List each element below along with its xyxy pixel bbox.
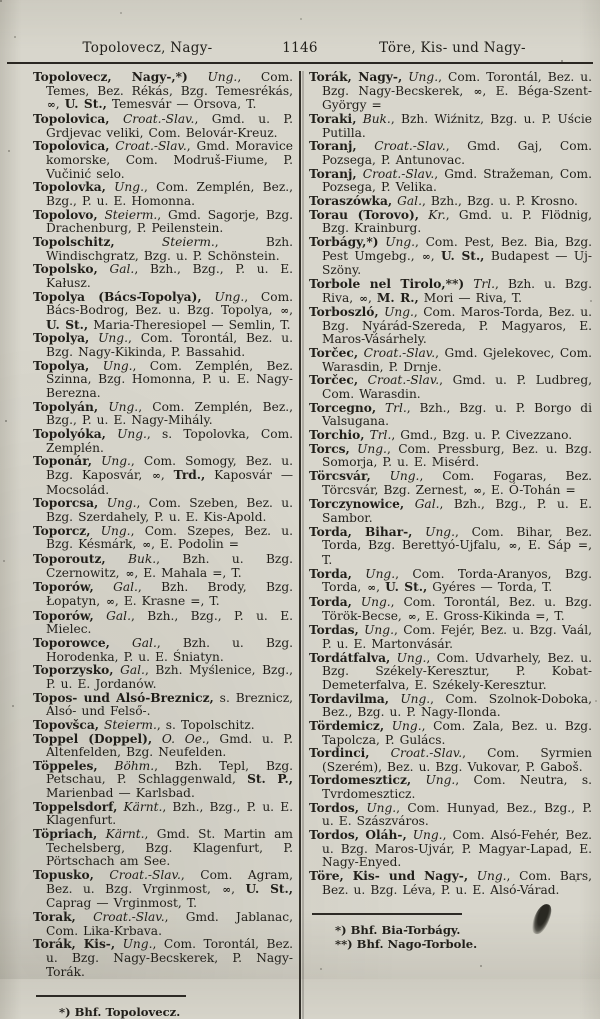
entry-headword: Torák, Nagy-, — [309, 70, 403, 84]
entry-region: Ung. — [384, 718, 422, 733]
entry-region: Ung. — [389, 691, 431, 706]
gazetteer-entry — [309, 470, 592, 498]
entry-text: , — [231, 881, 246, 896]
entry-headword: Töre, Kis- und Nagy-, — [309, 869, 469, 884]
entry-text: Budapest — Uj-Szöny. — [322, 248, 592, 278]
entry-headword: Torda, — [309, 566, 352, 581]
gazetteer-entry — [33, 455, 293, 497]
entry-text: , Bzh., Bzg. u. P. Krosno. — [421, 193, 578, 208]
entry-text: , Gmd. Gaj, Com. Pozsega, P. Antunovac. — [322, 139, 592, 167]
gazetteer-entry — [33, 332, 293, 359]
gazetteer-entry — [33, 497, 293, 524]
entry-text: , Bzh., Bzg. u. P. Borgo di Valsugana. — [322, 400, 592, 429]
entry-headword: Topolovecz, Nagy-,*) — [33, 70, 188, 84]
entry-region: Croat.-Slav. — [93, 868, 181, 883]
entry-text: , Com. Alsó-Fehér, Bez. u. Bzg. Maros-Ujvár, P. Magyar-Lapad, E. Nagy-Enyed. — [322, 828, 592, 870]
entry-headword: Topolya (Bács-Topolya), — [33, 289, 202, 304]
entry-text: , Gmd. Stražeman, Com. Pozsega, P. Velika. — [322, 166, 592, 195]
entry-text: , Com. Torontál, Bez. u. Bzg. Nagy-Becskerek, P. Nagy-Torák. — [46, 937, 293, 979]
gazetteer-entry — [309, 693, 592, 720]
entry-text: , Bzh. Tepl, Bzg. Petschau, P. Schlaggenwald, — [46, 758, 293, 787]
entry-region: Croat.-Slav. — [75, 910, 165, 925]
entry-region: Croat.-Slav. — [356, 166, 435, 181]
entry-text: , Bzh. Brody, Bzg. Łopatyn, — [46, 580, 293, 608]
entry-region: Gal. — [93, 608, 131, 623]
entry-region: Ung. — [349, 441, 387, 456]
gazetteer-entry — [309, 195, 592, 209]
gazetteer-entry — [309, 802, 592, 829]
entry-region: Ung. — [358, 623, 394, 638]
entry-region: Steierm. — [97, 207, 158, 222]
entry-headword: Torau (Torovo), — [309, 207, 419, 222]
post-horn-icon: ∞ — [508, 540, 517, 553]
text-columns — [0, 67, 600, 1019]
entry-headword: Torak, — [33, 910, 76, 925]
gazetteer-entry — [309, 720, 592, 747]
entry-headword: Topolovka, — [33, 180, 106, 195]
gazetteer-entry — [309, 747, 592, 774]
gazetteer-entry — [309, 596, 592, 624]
header-rule — [7, 62, 593, 64]
gazetteer-entry — [33, 71, 293, 113]
entry-headword: Tördemicz, — [309, 718, 385, 733]
entry-text: , Com. Szolnok-Doboka, Bez., Bzg. u. P. Nagy-Ilonda. — [322, 691, 593, 720]
gazetteer-entry — [33, 664, 293, 691]
gazetteer-entry — [33, 911, 293, 938]
gazetteer-entry — [309, 774, 592, 801]
entry-region: Gal. — [109, 635, 157, 650]
entry-text: Kaposvár — Mocsolád. — [46, 468, 294, 497]
entry-region: Gal. — [93, 580, 138, 595]
entry-text: , — [430, 248, 441, 263]
entry-region: Kärnt. — [97, 827, 145, 842]
gazetteer-entry — [309, 402, 592, 429]
entry-headword: Torboszló, — [309, 305, 379, 320]
entry-region: Ung. — [90, 523, 131, 538]
entry-text: , Gmd. Jablanac, Com. Lika-Krbava. — [46, 910, 293, 938]
entry-region: Trl. — [376, 400, 407, 415]
entry-text: Mori — Riva, T. — [418, 290, 523, 305]
entry-region: Ung. — [351, 594, 391, 609]
footnote-rule — [36, 995, 186, 997]
entry-headword: Töppeles, — [33, 758, 98, 773]
entry-region: Gal. — [97, 262, 135, 277]
entry-headword: Tordos, Oláh-, — [309, 828, 407, 843]
entry-headword: Toranj, — [309, 139, 357, 154]
running-head — [0, 0, 600, 61]
entry-region: O. Oe. — [152, 731, 206, 746]
post-horn-icon: ∞ — [421, 250, 430, 263]
gazetteer-entry — [309, 624, 592, 651]
gazetteer-entry — [309, 209, 592, 236]
post-horn-icon: ∞ — [407, 610, 416, 623]
post-horn-icon: ∞ — [473, 85, 482, 98]
entry-region: Ung. — [390, 650, 427, 665]
entry-text: , Bzh. u. Bzg. Czernowitz, — [46, 551, 293, 580]
post-horn-icon: ∞ — [473, 484, 482, 497]
post-horn-icon: ∞ — [359, 292, 367, 305]
entry-text: , Bzh. Myślenice, Bzg., P. u. E. Jordanów. — [46, 663, 293, 691]
gazetteer-entry — [309, 140, 592, 167]
entry-region: Ung. — [378, 234, 415, 249]
entry-region: Croat.-Slav. — [109, 139, 187, 154]
gazetteer-entry — [33, 401, 293, 428]
entry-headword: Torčec, — [309, 346, 359, 361]
entry-region: Croat.-Slav. — [356, 139, 446, 154]
entry-text: , — [289, 303, 293, 318]
gazetteer-entry — [309, 374, 592, 401]
entry-headword: Toraszówka, — [309, 193, 393, 208]
post-horn-icon: ∞ — [152, 470, 160, 483]
entry-region: Ung. — [105, 180, 144, 195]
entry-text: , Bzh. u. Bzg. Horodenka, P. u. E. Śniatyn. — [46, 635, 293, 664]
entry-headword: Toporowce, — [33, 635, 110, 650]
footnote: **) Bhf. Nago-Torbole. — [335, 937, 478, 952]
entry-region: Gal. — [392, 193, 422, 208]
entry-region: Kr. — [418, 207, 446, 222]
entry-headword: Toporcz, — [33, 523, 91, 538]
footnote: *) Bhf. Topolovecz. — [59, 1004, 181, 1019]
gazetteer-entry — [33, 692, 293, 719]
gazetteer-entry — [309, 870, 592, 897]
entry-headword: Topolyán, — [33, 399, 99, 414]
gazetteer-entry — [33, 263, 293, 290]
gazetteer-entry — [309, 347, 592, 374]
entry-text: , Bzh., Bzg., P. u. E. Mielec. — [46, 608, 293, 637]
entry-region: Buk. — [105, 551, 157, 566]
entry-text: , Com. Zemplén, Bez., Bzg., P. u. E. Nagy-Mihály. — [46, 399, 293, 428]
gazetteer-entry — [309, 829, 592, 870]
page-number: 1146 — [282, 40, 318, 56]
entry-text: s. Breznicz, Alsó- und Felső-. — [46, 690, 294, 719]
running-head-right: Töre, Kis- und Nagy- — [379, 40, 526, 56]
gazetteer-entry — [33, 113, 293, 140]
entry-headword: Torbágy,*) — [309, 234, 379, 249]
entry-headword: Toraki, — [309, 111, 357, 126]
entry-region: Buk. — [356, 111, 391, 126]
entry-headword: Toppel (Doppel), — [33, 731, 153, 746]
entry-region: Ung. — [89, 358, 133, 373]
post-horn-icon: ∞ — [47, 99, 55, 112]
gazetteer-entry — [33, 181, 293, 208]
gazetteer-entry — [309, 71, 592, 113]
entry-headword: Topolsko, — [33, 262, 98, 277]
gazetteer-entry — [33, 291, 293, 333]
entry-region: Ung. — [91, 454, 131, 469]
entry-headword: Tordomeszticz, — [309, 773, 412, 788]
entry-headword: Torák, Kis-, — [33, 937, 116, 952]
entry-headword: Topolyóka, — [33, 427, 106, 442]
entry-headword: Toppelsdorf, — [33, 799, 118, 814]
entry-text: , Bzh., Bzg., P. u. E. Klagenfurt. — [46, 799, 293, 828]
entry-text: , — [367, 290, 377, 305]
entry-text: , Bzh., Bzg., P. u. E. Sambor. — [322, 497, 592, 525]
entry-headword: Töpriach, — [33, 827, 98, 842]
entry-text: , Com. Maros-Torda, Bez. u. Bzg. Nyárád-Szereda, P. Magyaros, E. Maros-Vásárhely. — [322, 305, 592, 347]
entry-text: , — [55, 97, 65, 112]
entry-text: , E. Podolin = — [151, 537, 240, 552]
entry-headword: Topolovica, — [33, 139, 110, 154]
entry-text: , — [160, 468, 174, 483]
entry-headword: Toponár, — [33, 454, 92, 469]
gazetteer-entry — [309, 568, 592, 596]
entry-headword: Topos- und Alsó-Breznicz, — [33, 690, 214, 705]
gazetteer-entry — [33, 581, 293, 609]
entry-text: Temesvár — Orsova, T. — [106, 97, 257, 112]
entry-text: U. St., — [64, 97, 107, 112]
entry-text: , E. Sáp =, T. — [322, 538, 593, 567]
entry-headword: Topolya, — [33, 331, 90, 346]
entry-region: Ung. — [351, 566, 396, 581]
entry-text: Gyéres — Torda, T. — [427, 580, 553, 595]
entry-text: , Com. Zemplén, Bez. Szinna, Bzg. Homonna, P. u. E. Nagy-Berezna. — [46, 358, 294, 401]
entry-region: Croat.-Slav. — [109, 111, 195, 126]
gazetteer-entry — [309, 443, 592, 470]
entry-headword: Tordátfalva, — [309, 650, 391, 665]
entry-headword: Toporów, — [33, 580, 94, 595]
entry-region: Ung. — [358, 800, 397, 815]
running-head-left: Topolovecz, Nagy- — [82, 40, 213, 56]
entry-text: , Com. Bihar, Bez. Torda, Bzg. Berettyó-Ujfalu, — [322, 524, 593, 553]
entry-text: , Com. Temes, Bez. Rékás, Bzg. Temesrékás, — [46, 70, 293, 98]
entry-text: , Com. Szeben, Bez. u. Bzg. Szerdahely, P. u. E. Kis-Apold. — [46, 496, 293, 524]
gazetteer-entry — [33, 801, 293, 828]
entry-text: , E. Béga-Szent-György = — [322, 83, 592, 113]
entry-text: , E. Gross-Kikinda =, T. — [416, 608, 565, 623]
entry-text: Trd., — [173, 468, 206, 483]
gazetteer-entry — [33, 938, 293, 979]
entry-text: , Gmd., Bzg. u. P. Civezzano. — [391, 428, 573, 443]
gazetteer-entry — [309, 498, 592, 525]
gazetteer-entry — [309, 306, 592, 347]
entry-text: , Com. Hunyad, Bez., Bzg., P. u. E. Szászváros. — [322, 800, 592, 829]
entry-text: , s. Topolschitz. — [156, 717, 255, 732]
entry-text: , Com. Zala, Bez. u. Bzg. Tapolcza, P. Gulács. — [322, 718, 592, 747]
column-right — [302, 71, 594, 1019]
entry-text: , — [376, 580, 386, 595]
entry-text: Maria-Theresiopel — Semlin, T. — [88, 317, 291, 332]
gazetteer-entry — [309, 113, 592, 140]
entry-region: Ung. — [412, 524, 455, 539]
gazetteer-entry — [33, 719, 293, 733]
entry-text: , Com. Neutra, s. Tvrdomeszticz. — [322, 773, 592, 802]
entry-region: Trl. — [464, 276, 495, 291]
entry-region: Ung. — [89, 331, 128, 346]
scan-speckles — [0, 0, 2, 2]
entry-text: U. St., — [46, 317, 89, 332]
entry-region: Ung. — [370, 469, 420, 484]
entry-region: Ung. — [468, 869, 507, 884]
footnote-rule — [312, 913, 462, 915]
entry-text: , Gmd. u. P. Grdjevac veliki, Com. Belovár-Kreuz. — [46, 111, 294, 140]
entry-text: Caprag — Vrginmost, T. — [46, 896, 198, 911]
post-horn-icon: ∞ — [222, 883, 231, 896]
entry-text: , Com. Somogy, Bez. u. Bzg. Kaposvár, — [46, 454, 293, 483]
gazetteer-entry — [33, 428, 293, 455]
entry-text: , Com. Udvarhely, Bez. u. Bzg. Székely-Keresztur, P. Kobat-Demeterfalva, E. Székely-Keresztur. — [322, 650, 592, 692]
gazetteer-entry — [33, 610, 293, 637]
entry-headword: Tordos, — [309, 800, 359, 815]
entry-text: , Com. Pressburg, Bez. u. Bzg. Somorja, P. u. E. Misérd. — [322, 441, 592, 470]
entry-text: , Gmd. u. P. Altenfelden, Bzg. Neufelden. — [46, 731, 293, 760]
entry-text: , Bzh. u. Bzg. Riva, — [322, 276, 592, 305]
entry-text: , Gmd. Sagorje, Bzg. Drachenburg, P. Peilenstein. — [46, 207, 293, 236]
post-horn-icon: ∞ — [125, 567, 134, 580]
entry-region: Trl. — [364, 428, 392, 443]
entry-text: , Com. Szepes, Bez. u. Bzg. Késmárk, — [46, 523, 294, 552]
entry-region: Ung. — [187, 70, 238, 84]
gazetteer-entry — [33, 828, 293, 869]
entry-text: , Com. Syrmien (Szerém), Bez. u. Bzg. Vukovar, P. Gaboš. — [322, 746, 592, 774]
gazetteer-entry — [309, 429, 592, 443]
entry-headword: Torda, Bihar-, — [309, 524, 413, 539]
entry-text: , Gmd. St. Martin am Techelsberg, Bzg. Klagenfurt, P. Pörtschach am See. — [46, 827, 293, 869]
entry-headword: Torchio, — [309, 428, 365, 443]
gazetteer-entry — [33, 733, 293, 760]
gazetteer-entry — [33, 869, 293, 911]
entry-headword: Torbole nel Tirolo,**) — [309, 276, 465, 291]
entry-text: , Com. Torda-Aranyos, Bzg. Torda, — [322, 566, 592, 595]
entry-text: U. St., — [385, 580, 428, 595]
entry-headword: Torcs, — [309, 441, 350, 456]
entry-region: Steierm. — [114, 234, 215, 249]
entry-headword: Törcsvár, — [309, 469, 371, 484]
entry-region: Ung. — [98, 496, 137, 511]
column-left — [33, 71, 298, 1019]
entry-headword: Topolovo, — [33, 207, 98, 222]
entry-region: Ung. — [115, 937, 153, 952]
entry-text: , Com. Torontál, Bez. u. Bzg. Török-Becse, — [322, 594, 593, 623]
entry-text: , Com. Pest, Bez. Bia, Bzg. Pest Umgebg., — [322, 234, 592, 263]
entry-region: Ung. — [411, 773, 456, 788]
entry-text: , Gmd. Gjelekovec, Com. Warasdin, P. Drnje. — [322, 346, 592, 374]
gazetteer-entry — [33, 760, 293, 801]
entry-region: Gal. — [113, 663, 145, 678]
entry-headword: Toporzysko, — [33, 663, 114, 678]
entry-headword: Toporoutz, — [33, 551, 106, 566]
entry-text: , Com. Zemplén, Bez., Bzg., P. u. E. Homonna. — [46, 180, 294, 208]
entry-headword: Topusko, — [33, 868, 94, 883]
entry-text: , Com. Torontál, Bez. u. Bzg. Nagy-Becskerek, — [322, 70, 592, 98]
entry-region: Croat.-Slav. — [358, 346, 436, 361]
gazetteer-entry — [309, 652, 592, 693]
entry-text: , Bzh. Wiźnitz, Bzg. u. P. Uście Putilla. — [322, 111, 592, 140]
entry-region: Croat.-Slav. — [369, 746, 463, 761]
footnote: *) Bhf. Bia-Torbágy. — [335, 922, 461, 937]
post-horn-icon: ∞ — [280, 305, 289, 318]
entry-headword: Torda, — [309, 594, 352, 609]
entry-region: Gal. — [404, 497, 440, 512]
entry-region: Ung. — [105, 427, 147, 442]
entry-text: St. P., — [247, 772, 293, 787]
entry-headword: Topolschitz, — [33, 234, 115, 249]
entry-text: Marienbad — Karlsbad. — [46, 786, 195, 801]
entry-text: , E. Krasne =, T. — [114, 593, 220, 608]
gazetteer-entry — [309, 526, 592, 568]
entry-headword: Tordavilma, — [309, 691, 390, 706]
post-horn-icon: ∞ — [106, 595, 114, 608]
entry-text: , Bzh. Windischgratz, Bzg. u. P. Schönstein. — [46, 234, 293, 263]
entry-region: Kärnt. — [117, 799, 163, 814]
entry-text: M. R., — [376, 290, 419, 305]
gazetteer-entry — [309, 168, 592, 195]
entry-text: , Com. Bars, Bez. u. Bzg. Léva, P. u. E. Alsó-Várad. — [322, 869, 592, 897]
entry-text: , Com. Fogaras, Bez. Törcsvár, Bzg. Zernest, — [322, 469, 592, 497]
entry-text: , Gmd. Moravice komorske, Com. Modruš-Fiume, P. Vučinić selo. — [46, 139, 293, 181]
entry-headword: Topovšca, — [33, 717, 99, 732]
entry-text: , s. Topolovka, Com. Zemplén. — [46, 427, 293, 455]
entry-region: Croat.-Slav. — [358, 373, 440, 388]
entry-text: , Com. Torontál, Bez. u. Bzg. Nagy-Kikinda, P. Bassahid. — [46, 331, 293, 360]
entry-headword: Toranj, — [309, 166, 357, 181]
entry-text: , Gmd. u. P. Ludbreg, Com. Warasdin. — [322, 373, 592, 402]
entry-text: , Com. Bács-Bodrog, Bez. u. Bzg. Topolya, — [46, 289, 293, 318]
entry-text: , Gmd. u. P. Flödnig, Bzg. Krainburg. — [322, 207, 592, 236]
gazetteer-entry — [309, 278, 592, 306]
entry-text: U. St., — [441, 248, 485, 263]
entry-headword: Torčec, — [309, 373, 359, 388]
entry-text: , Com. Fejér, Bez. u. Bzg. Vaál, P. u. E. Martonvásár. — [322, 623, 592, 651]
gazetteer-entry — [33, 553, 293, 581]
gazetteer-entry — [33, 637, 293, 664]
entry-headword: Topolovica, — [33, 111, 110, 126]
entry-region: Ung. — [98, 399, 139, 414]
entry-headword: Toporów, — [33, 608, 94, 623]
entry-headword: Tordinci, — [309, 746, 370, 761]
entry-region: Ung. — [406, 828, 443, 843]
gazetteer-entry — [33, 236, 293, 263]
gazetteer-entry — [33, 525, 293, 553]
gazetteer-entry — [309, 236, 592, 278]
post-horn-icon: ∞ — [367, 582, 376, 595]
entry-headword: Topolya, — [33, 358, 90, 373]
gazetteer-entry — [33, 360, 293, 401]
entry-text: , E. Ó-Tohán = — [482, 482, 576, 497]
entry-headword: Toporcsa, — [33, 496, 99, 511]
entry-text: U. St., — [245, 881, 293, 896]
gazetteer-entry — [33, 140, 293, 181]
entry-text: , E. Mahala =, T. — [134, 565, 242, 580]
entry-region: Böhm. — [97, 758, 155, 773]
entry-region: Ung. — [402, 70, 439, 84]
entry-region: Ung. — [201, 289, 245, 304]
post-horn-icon: ∞ — [142, 539, 151, 552]
entry-headword: Tordas, — [309, 623, 359, 638]
column-divider — [299, 71, 301, 1019]
entry-text: , Com. Agram, Bez. u. Bzg. Vrginmost, — [46, 868, 293, 896]
entry-region: Steierm. — [98, 717, 157, 732]
entry-headword: Torczynowice, — [309, 497, 405, 512]
entry-region: Ung. — [378, 305, 414, 320]
entry-headword: Torcegno, — [309, 400, 377, 415]
entry-text: , Bzh., Bzg., P. u. E. Kałusz. — [46, 262, 293, 290]
gazetteer-entry — [33, 209, 293, 236]
